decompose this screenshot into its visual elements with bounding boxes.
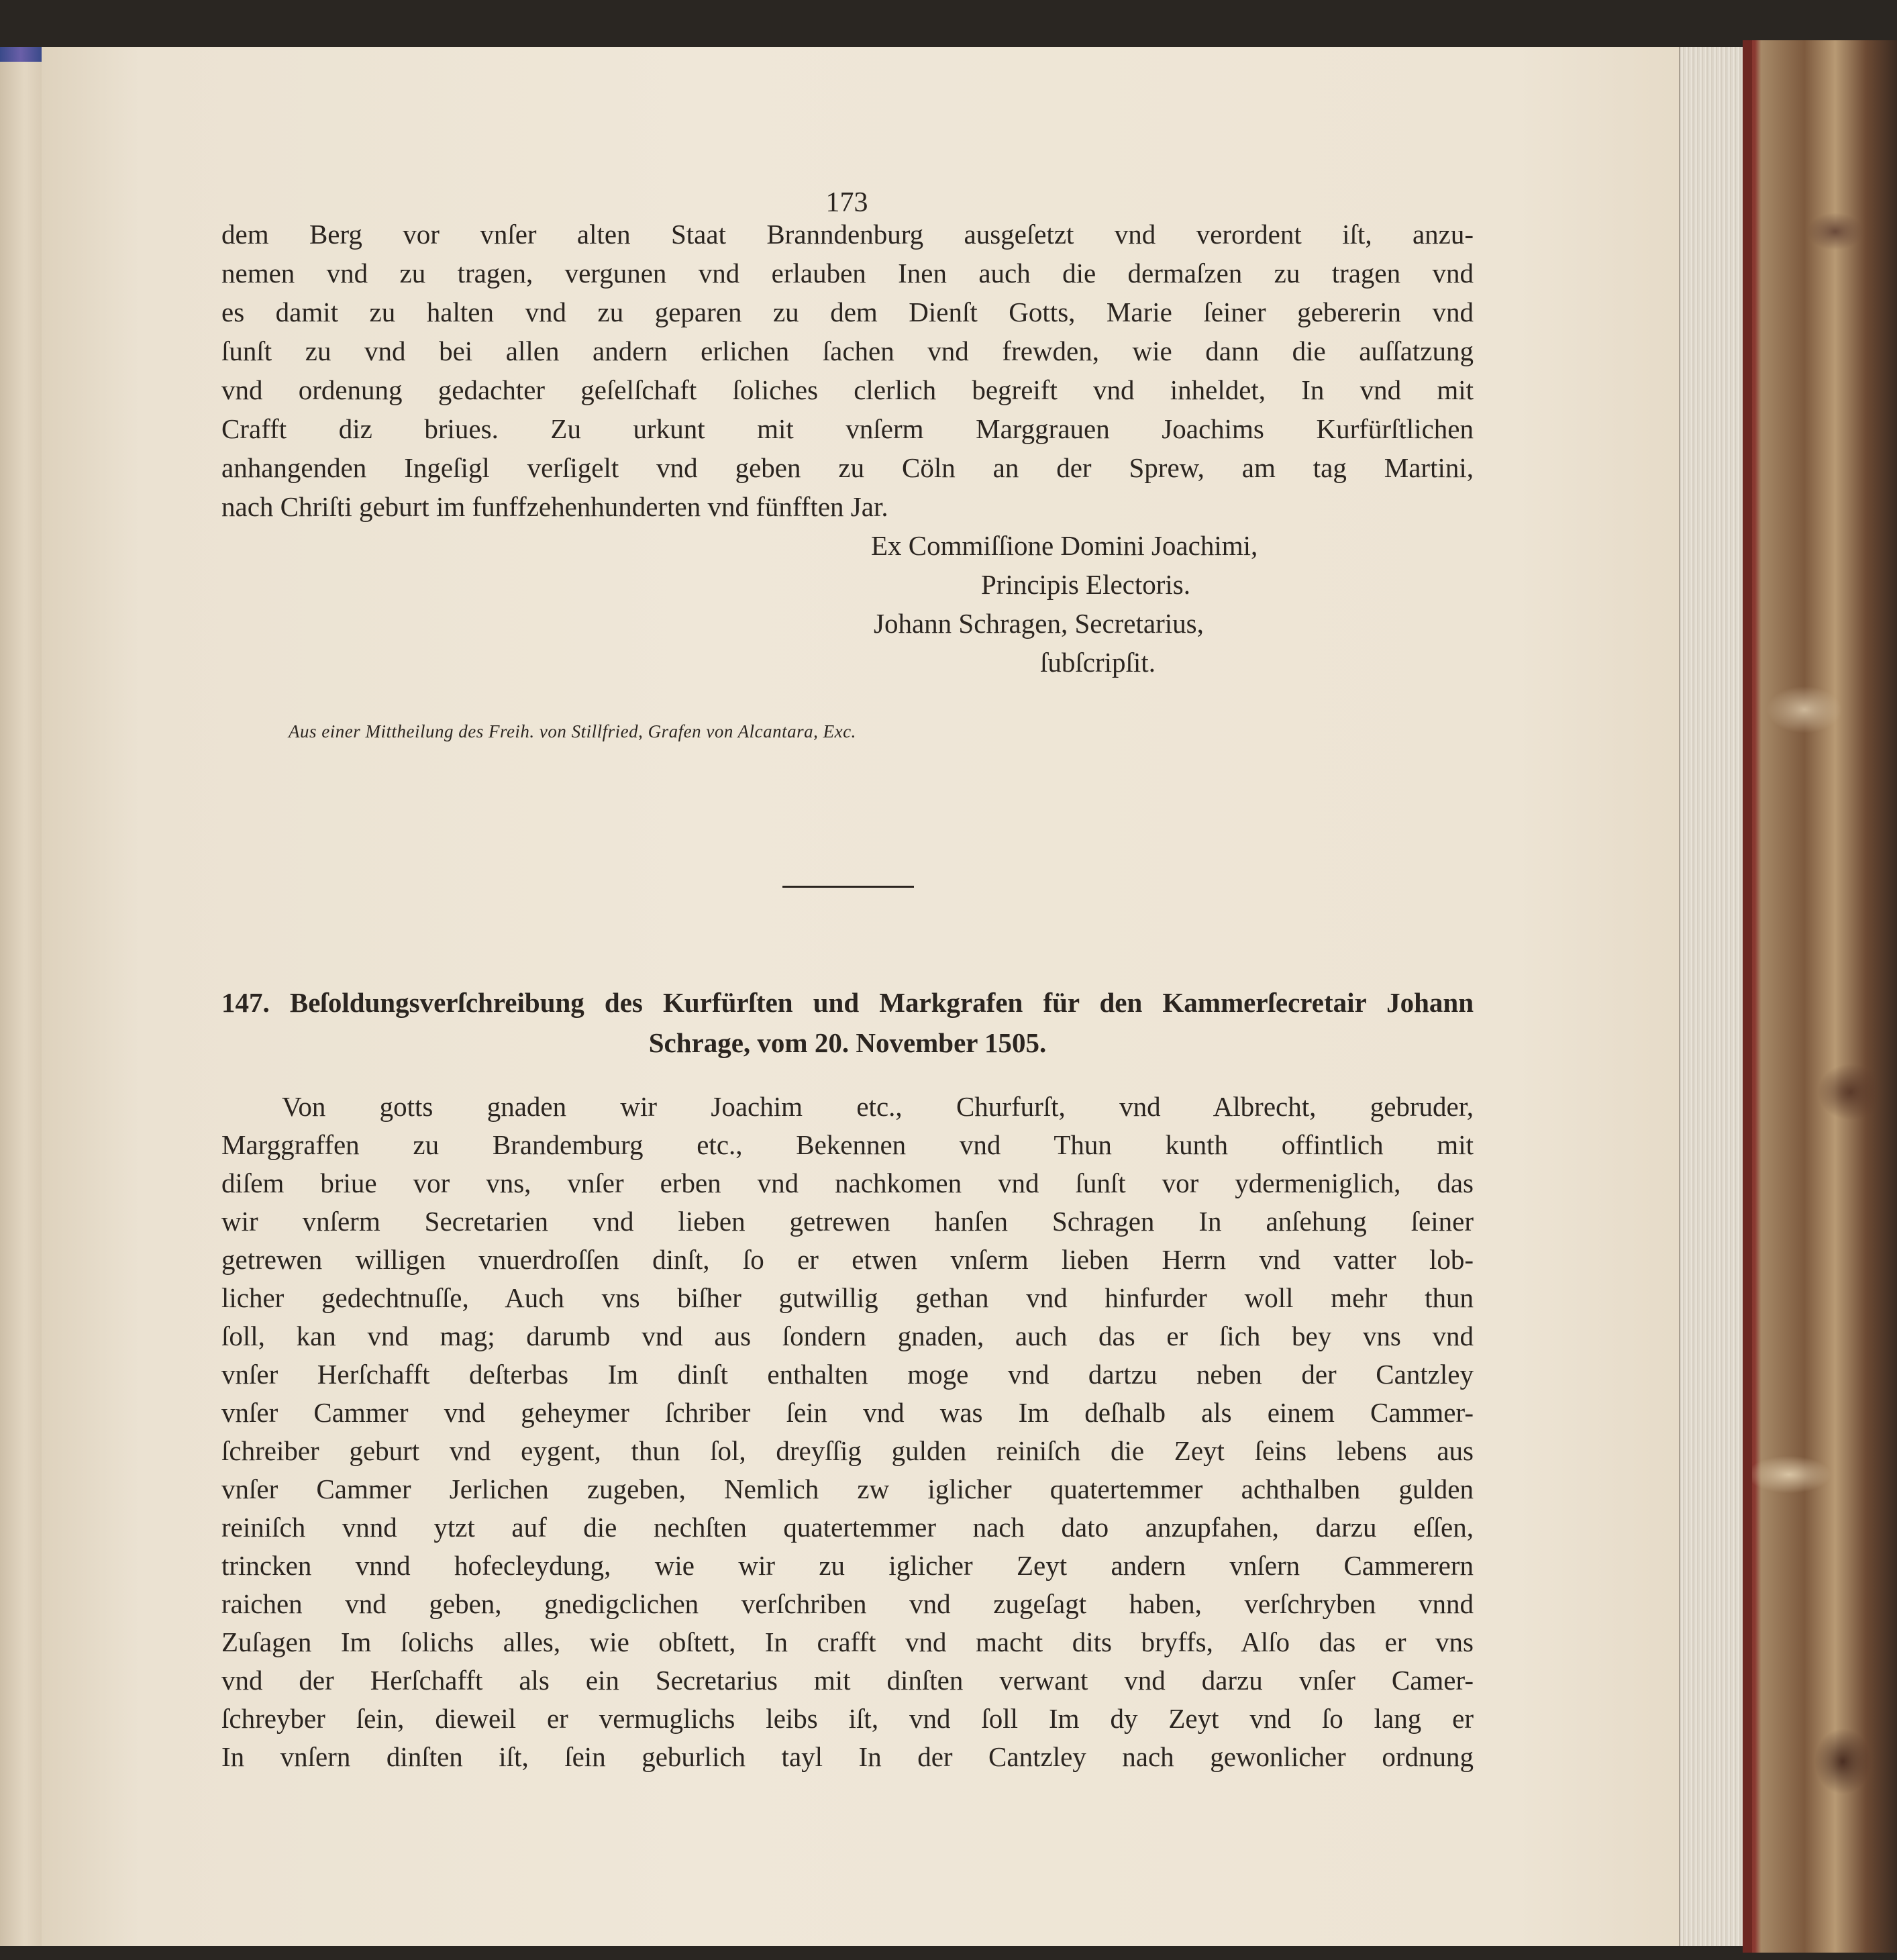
text-line: Crafft diz briues. Zu urkunt mit vnſerm Marggrauen Joachims Kurfürſtlichen — [221, 413, 1474, 444]
cover-spine-edge — [1743, 40, 1752, 1953]
signature-line: Johann Schragen, Secretarius, — [874, 608, 1204, 639]
text-line: getrewen willigen vnuerdroſſen dinſt, ſo er etwen vnſerm lieben Herrn vnd vatter lob- — [221, 1244, 1474, 1275]
text-line: trincken vnnd hofecleydung, wie wir zu iglicher Zeyt andern vnſern Cammerern — [221, 1550, 1474, 1581]
text-line: nemen vnd zu tragen, vergunen vnd erlauben Inen auch die dermaſzen zu tragen vnd — [221, 258, 1474, 289]
marbled-cover — [1743, 40, 1897, 1953]
right-page — [42, 47, 1679, 1946]
text-line: In vnſern dinſten iſt, ſein geburlich tayl In der Cantzley nach gewonlicher ordnung — [221, 1741, 1474, 1772]
text-line: ſchreyber ſein, dieweil er vermuglichs leibs iſt, vnd ſoll Im dy Zeyt vnd ſo lang er — [221, 1703, 1474, 1734]
text-line: es damit zu halten vnd zu geparen zu dem Dienſt Gotts, Marie ſeiner gebererin vnd — [221, 297, 1474, 327]
text-line: wir vnſerm Secretarien vnd lieben getrewen hanſen Schragen In anſehung ſeiner — [221, 1206, 1474, 1237]
text-line: vnd ordenung gedachter geſelſchaft ſoliches clerlich begreift vnd inheldet, In vnd mit — [221, 374, 1474, 405]
source-note: Aus einer Mittheilung des Freih. von Stillfried, Grafen von Alcantara, Exc. — [289, 721, 856, 741]
text-line: anhangenden Ingeſigl verſigelt vnd geben zu Cöln an der Sprew, am tag Martini, — [221, 452, 1474, 483]
text-line: ſunſt zu vnd bei allen andern erlichen ſachen vnd frewden, wie dann die auſſatzung — [221, 336, 1474, 366]
page-block-edges — [1679, 47, 1744, 1946]
text-line: Zuſagen Im ſolichs alles, wie obſtett, In crafft vnd macht dits bryffs, Alſo das er vns — [221, 1627, 1474, 1657]
page-number: 173 — [825, 187, 868, 218]
text-line: diſem briue vor vns, vnſer erben vnd nachkomen vnd ſunſt vor ydermeniglich, das — [221, 1168, 1474, 1198]
document-heading: 147. Beſoldungsverſchreibung des Kurfürſten und Markgrafen für den Kammerſecretair Johann — [221, 987, 1474, 1018]
signature-line: Principis Electoris. — [981, 569, 1191, 600]
text-line: Von gotts gnaden wir Joachim etc., Churfurſt, vnd Albrecht, gebruder, — [282, 1091, 1474, 1122]
text-line: vnſer Herſchafft deſterbas Im dinſt enthalten moge vnd dartzu neben der Cantzley — [221, 1359, 1474, 1390]
text-line: vnſer Cammer vnd geheymer ſchriber ſein vnd was Im deſhalb als einem Cammer- — [221, 1397, 1474, 1428]
section-divider — [782, 886, 914, 888]
text-line: licher gedechtnuſſe, Auch vns biſher gutwillig gethan vnd hinfurder woll mehr thun — [221, 1282, 1474, 1313]
text-line: Marggraffen zu Brandemburg etc., Bekennen vnd Thun kunth offintlich mit — [221, 1129, 1474, 1160]
signature-line: ſubſcripſit. — [1040, 647, 1156, 678]
signature-line: Ex Commiſſione Domini Joachimi, — [871, 530, 1258, 561]
left-page-edge — [0, 47, 44, 1946]
text-line: ſoll, kan vnd mag; darumb vnd aus ſondern gnaden, auch das er ſich bey vns vnd — [221, 1321, 1474, 1351]
text-line: raichen vnd geben, gnedigclichen verſchriben vnd zugeſagt haben, verſchryben vnnd — [221, 1588, 1474, 1619]
text-line: nach Chriſti geburt im funffzehenhunderten vnd fünfften Jar. — [221, 491, 888, 522]
document-heading-date: Schrage, vom 20. November 1505. — [648, 1027, 1047, 1058]
text-line: vnſer Cammer Jerlichen zugeben, Nemlich zw iglicher quatertemmer achthalben gulden — [221, 1474, 1474, 1504]
text-line: reiniſch vnnd ytzt auf die nechſten quatertemmer nach dato anzupfahen, darzu eſſen, — [221, 1512, 1474, 1543]
binding-ribbon — [0, 47, 42, 62]
text-line: ſchreiber geburt vnd eygent, thun ſol, dreyſſig gulden reiniſch die Zeyt ſeins lebens aus — [221, 1435, 1474, 1466]
text-line: vnd der Herſchafft als ein Secretarius mit dinſten verwant vnd darzu vnſer Camer- — [221, 1665, 1474, 1696]
text-line: dem Berg vor vnſer alten Staat Branndenburg ausgeſetzt vnd verordent iſt, anzu- — [221, 219, 1474, 250]
